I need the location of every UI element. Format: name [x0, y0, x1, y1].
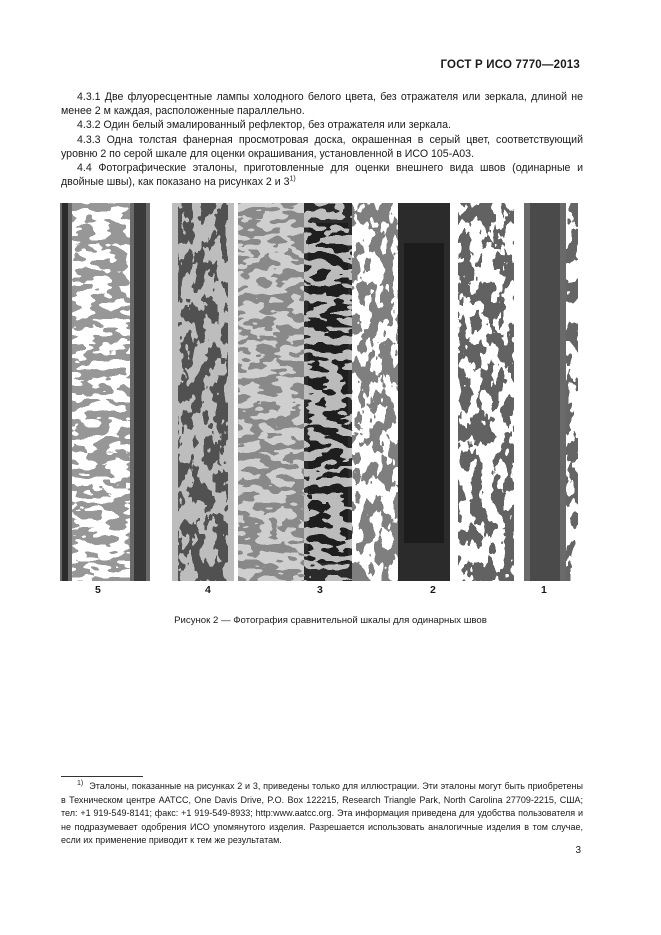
footnote: 1) Эталоны, показанные на рисунках 2 и 3, приведены только для иллюстрации. Эти эталоны могут быть приобретены в Техническом центре AATCC, One Davis Drive, P.O. Box 122215, Research Triangle Park, North Carolina 27709-2215, США; тел: +1 919-549-8141; факс: +1 919-549-8933; http:www.aatcc.org. Эта информация приведена для удобства пользователя и не подразумевает одобрения ИСО упомянутого изделия. Разрешается использовать аналогичные изделия в том случае, если их применение приводит к тем же результатам. — [61, 780, 583, 846]
figure-label-4: 4 — [205, 584, 211, 596]
paragraph-4-3-3: 4.3.3 Одна толстая фанерная просмотровая доска, окрашенная в серый цвет, соответствующий уровню 2 по серой шкале для оценки окрашивания, установленной в ИСО 105-А03. — [61, 133, 583, 160]
figure-label-1: 1 — [541, 584, 547, 596]
body-text — [61, 90, 583, 189]
figure-label-2: 2 — [430, 584, 436, 596]
paragraph-4-4 — [61, 161, 583, 189]
seam-sample-4 — [150, 203, 304, 581]
document-header: ГОСТ Р ИСО 7770—2013 — [440, 59, 580, 71]
figure-label-5: 5 — [95, 584, 101, 596]
paragraph-4-3-2: 4.3.2 Один белый эмалированный рефлектор, без отражателя или зеркала. — [77, 119, 451, 132]
figure-label-3: 3 — [317, 584, 323, 596]
seam-scale-photo-svg — [60, 203, 578, 581]
paragraph-4-4-text: 4.4 Фотографические эталоны, приготовленные для оценки внешнего вида швов (одинарные и двойные швы), как показано на рисунках 2 и 3 — [61, 162, 583, 189]
page-number: 3 — [575, 845, 581, 856]
footnote-reference: 1) — [289, 175, 296, 183]
seam-sample-5 — [60, 203, 150, 581]
figure-caption: Рисунок 2 — Фотография сравнительной шкалы для одинарных швов — [174, 615, 487, 626]
seam-sample-1 — [524, 203, 578, 581]
seam-sample-2 — [450, 203, 524, 581]
footnote-separator — [61, 776, 143, 777]
seam-scale-photo — [60, 203, 578, 581]
seam-sample-3 — [304, 203, 450, 581]
paragraph-4-3-1: 4.3.1 Две флуоресцентные лампы холодного белого цвета, без отражателя или зеркала, длиной не менее 2 м каждая, расположенные параллельно. — [61, 91, 583, 118]
footnote-text: Эталоны, показанные на рисунках 2 и 3, приведены только для иллюстрации. Эти эталоны могут быть приобретены в Техническом центре AATCC, One Davis Drive, P.O. Box 122215, Research Triangle Park, North Carolina 27709-2215, США; тел: +1 919-549-8141; факс: +1 919-549-8933; http:www.aatcc.org. Эта информация приведена для удобства пользователя и не подразумевает одобрения ИСО упомянутого изделия. Разрешается использовать аналогичные изделия в том случае, если их применение приводит к тем же результатам. — [61, 781, 583, 846]
